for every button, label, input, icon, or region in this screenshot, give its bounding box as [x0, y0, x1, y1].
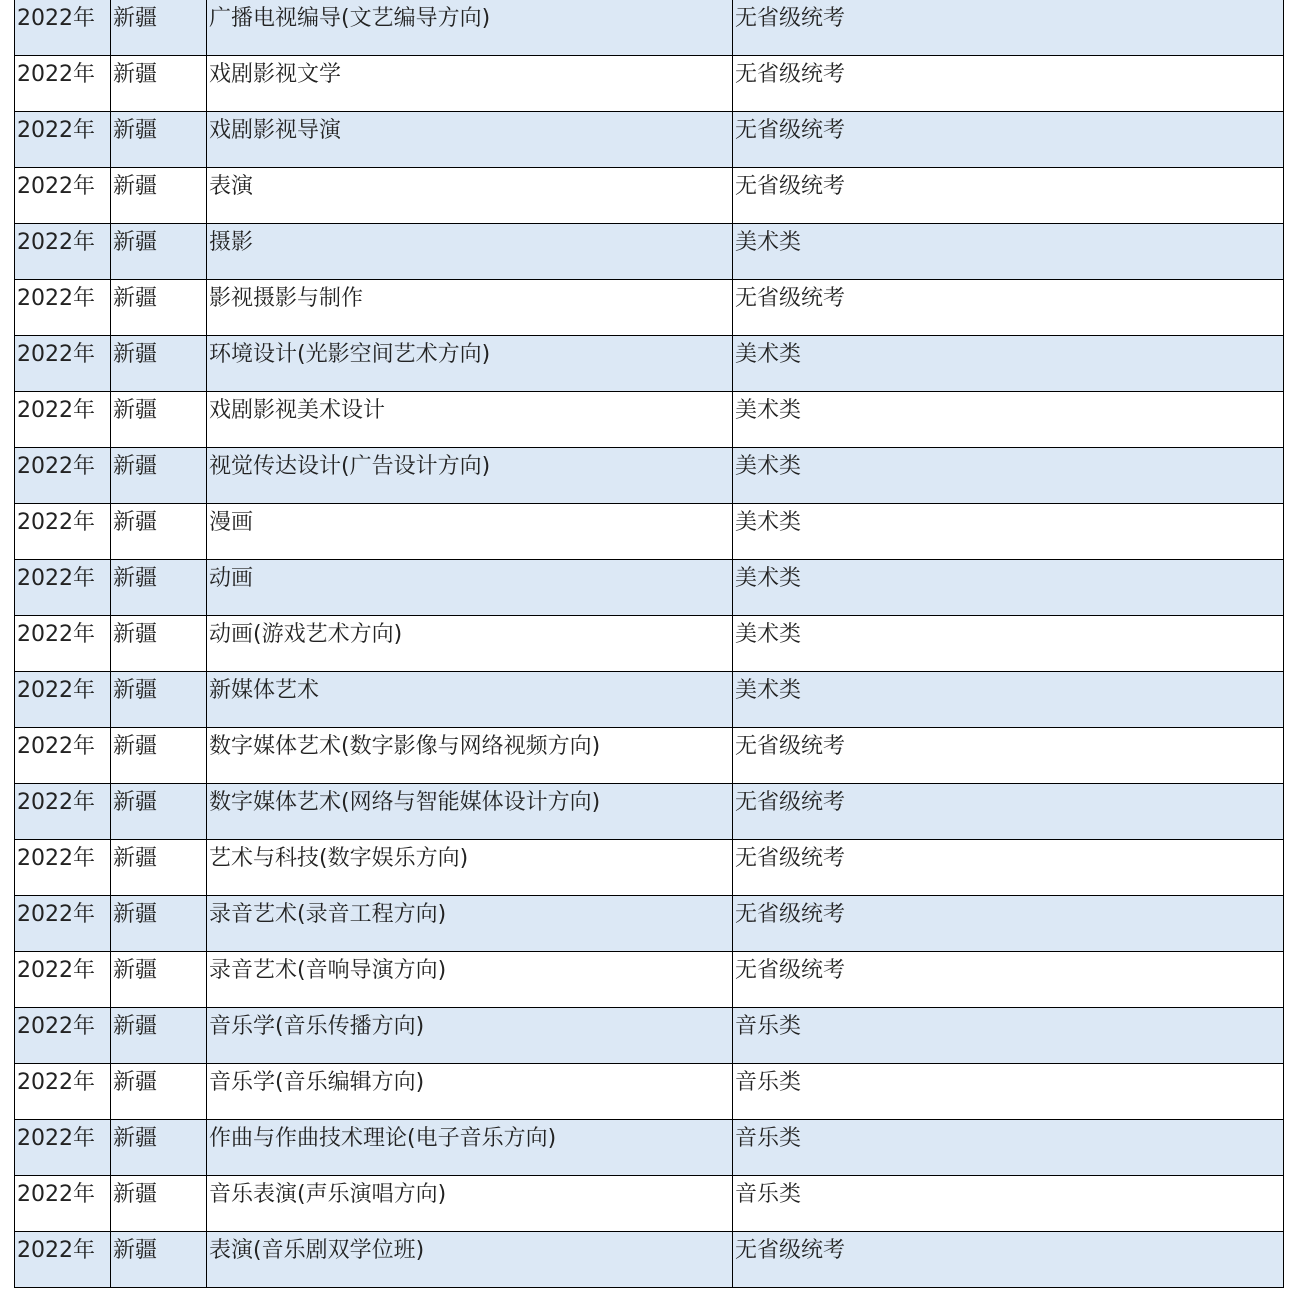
major-cell-text: 音乐学(音乐编辑方向): [209, 1070, 425, 1095]
major-cell-text: 戏剧影视导演: [209, 118, 342, 143]
province-cell-text: 新疆: [113, 62, 158, 87]
category-cell: [733, 1008, 1284, 1064]
year-cell-text: 2022年: [17, 1014, 95, 1039]
major-cell: [207, 112, 733, 168]
category-cell-text: 音乐类: [735, 1070, 802, 1095]
year-cell-text: 2022年: [17, 62, 95, 87]
province-cell: [111, 560, 207, 616]
province-cell-text: 新疆: [113, 6, 158, 31]
province-cell: [111, 728, 207, 784]
year-cell-text: 2022年: [17, 902, 95, 927]
major-cell: [207, 280, 733, 336]
year-cell-text: 2022年: [17, 678, 95, 703]
major-cell: [207, 168, 733, 224]
major-cell-text: 录音艺术(录音工程方向): [209, 902, 447, 927]
category-cell-text: 无省级统考: [735, 6, 846, 31]
province-cell-text: 新疆: [113, 958, 158, 983]
table-row: [15, 336, 1284, 392]
year-cell-text: 2022年: [17, 1070, 95, 1095]
major-cell-text: 动画(游戏艺术方向): [209, 622, 403, 647]
year-cell: [15, 168, 111, 224]
category-cell: [733, 1120, 1284, 1176]
category-cell: [733, 952, 1284, 1008]
major-cell-text: 环境设计(光影空间艺术方向): [209, 342, 491, 367]
province-cell-text: 新疆: [113, 174, 158, 199]
major-cell: [207, 952, 733, 1008]
category-cell: [733, 392, 1284, 448]
province-cell: [111, 1120, 207, 1176]
major-cell: [207, 1064, 733, 1120]
category-cell: [733, 0, 1284, 56]
major-cell: [207, 224, 733, 280]
year-cell: [15, 728, 111, 784]
year-cell: [15, 336, 111, 392]
category-cell: [733, 56, 1284, 112]
category-cell-text: 音乐类: [735, 1014, 802, 1039]
major-cell-text: 表演: [209, 174, 254, 199]
category-cell-text: 无省级统考: [735, 118, 846, 143]
province-cell-text: 新疆: [113, 566, 158, 591]
year-cell: [15, 672, 111, 728]
province-cell-text: 新疆: [113, 1182, 158, 1207]
year-cell: [15, 1120, 111, 1176]
table-row: [15, 1232, 1284, 1288]
category-cell-text: 无省级统考: [735, 1238, 846, 1263]
category-cell-text: 无省级统考: [735, 902, 846, 927]
province-cell-text: 新疆: [113, 734, 158, 759]
province-cell-text: 新疆: [113, 790, 158, 815]
year-cell-text: 2022年: [17, 6, 95, 31]
province-cell: [111, 504, 207, 560]
year-cell: [15, 0, 111, 56]
province-cell: [111, 672, 207, 728]
year-cell-text: 2022年: [17, 398, 95, 423]
category-cell-text: 美术类: [735, 398, 802, 423]
admission-table: [14, 0, 1284, 1288]
major-cell: [207, 0, 733, 56]
major-cell-text: 数字媒体艺术(网络与智能媒体设计方向): [209, 790, 601, 815]
category-cell-text: 无省级统考: [735, 286, 846, 311]
province-cell-text: 新疆: [113, 902, 158, 927]
major-cell-text: 动画: [209, 566, 254, 591]
major-cell: [207, 336, 733, 392]
province-cell: [111, 112, 207, 168]
year-cell: [15, 616, 111, 672]
major-cell-text: 音乐学(音乐传播方向): [209, 1014, 425, 1039]
major-cell: [207, 840, 733, 896]
year-cell-text: 2022年: [17, 174, 95, 199]
province-cell-text: 新疆: [113, 286, 158, 311]
category-cell: [733, 168, 1284, 224]
category-cell: [733, 504, 1284, 560]
year-cell: [15, 560, 111, 616]
table-row: [15, 784, 1284, 840]
year-cell-text: 2022年: [17, 510, 95, 535]
table-row: [15, 56, 1284, 112]
province-cell: [111, 896, 207, 952]
table-row: [15, 112, 1284, 168]
year-cell-text: 2022年: [17, 286, 95, 311]
major-cell-text: 戏剧影视文学: [209, 62, 342, 87]
major-cell-text: 数字媒体艺术(数字影像与网络视频方向): [209, 734, 601, 759]
major-cell-text: 表演(音乐剧双学位班): [209, 1238, 425, 1263]
category-cell: [733, 448, 1284, 504]
year-cell: [15, 1008, 111, 1064]
province-cell: [111, 56, 207, 112]
year-cell: [15, 448, 111, 504]
year-cell: [15, 840, 111, 896]
category-cell: [733, 1232, 1284, 1288]
year-cell-text: 2022年: [17, 1238, 95, 1263]
category-cell-text: 无省级统考: [735, 958, 846, 983]
year-cell-text: 2022年: [17, 454, 95, 479]
major-cell-text: 漫画: [209, 510, 254, 535]
table-row: [15, 1176, 1284, 1232]
year-cell: [15, 1176, 111, 1232]
province-cell: [111, 1176, 207, 1232]
major-cell-text: 录音艺术(音响导演方向): [209, 958, 447, 983]
province-cell-text: 新疆: [113, 118, 158, 143]
province-cell-text: 新疆: [113, 1126, 158, 1151]
major-cell: [207, 1176, 733, 1232]
year-cell: [15, 504, 111, 560]
year-cell: [15, 280, 111, 336]
province-cell: [111, 1008, 207, 1064]
major-cell-text: 戏剧影视美术设计: [209, 398, 386, 423]
table-row: [15, 392, 1284, 448]
category-cell-text: 无省级统考: [735, 62, 846, 87]
major-cell: [207, 560, 733, 616]
province-cell: [111, 616, 207, 672]
table-row: [15, 1120, 1284, 1176]
year-cell: [15, 784, 111, 840]
major-cell-text: 影视摄影与制作: [209, 286, 364, 311]
category-cell-text: 无省级统考: [735, 734, 846, 759]
table-body: [15, 0, 1284, 1288]
province-cell-text: 新疆: [113, 230, 158, 255]
category-cell-text: 无省级统考: [735, 790, 846, 815]
major-cell-text: 新媒体艺术: [209, 678, 320, 703]
category-cell: [733, 896, 1284, 952]
province-cell-text: 新疆: [113, 678, 158, 703]
table-row: [15, 1008, 1284, 1064]
major-cell: [207, 1232, 733, 1288]
category-cell-text: 美术类: [735, 230, 802, 255]
year-cell-text: 2022年: [17, 790, 95, 815]
category-cell-text: 音乐类: [735, 1126, 802, 1151]
category-cell-text: 无省级统考: [735, 846, 846, 871]
table-row: [15, 560, 1284, 616]
year-cell-text: 2022年: [17, 622, 95, 647]
table-row: [15, 840, 1284, 896]
category-cell: [733, 784, 1284, 840]
major-cell: [207, 896, 733, 952]
table-row: [15, 224, 1284, 280]
category-cell-text: 音乐类: [735, 1182, 802, 1207]
category-cell-text: 美术类: [735, 622, 802, 647]
year-cell-text: 2022年: [17, 1126, 95, 1151]
major-cell: [207, 728, 733, 784]
category-cell: [733, 224, 1284, 280]
province-cell: [111, 0, 207, 56]
province-cell: [111, 448, 207, 504]
major-cell: [207, 1120, 733, 1176]
major-cell-text: 艺术与科技(数字娱乐方向): [209, 846, 469, 871]
category-cell: [733, 728, 1284, 784]
province-cell: [111, 952, 207, 1008]
table-row: [15, 728, 1284, 784]
category-cell: [733, 1064, 1284, 1120]
year-cell: [15, 1064, 111, 1120]
province-cell-text: 新疆: [113, 510, 158, 535]
year-cell-text: 2022年: [17, 958, 95, 983]
year-cell: [15, 952, 111, 1008]
category-cell-text: 美术类: [735, 454, 802, 479]
category-cell-text: 美术类: [735, 342, 802, 367]
major-cell: [207, 392, 733, 448]
year-cell-text: 2022年: [17, 118, 95, 143]
year-cell-text: 2022年: [17, 846, 95, 871]
province-cell-text: 新疆: [113, 454, 158, 479]
province-cell-text: 新疆: [113, 1070, 158, 1095]
category-cell-text: 美术类: [735, 678, 802, 703]
major-cell-text: 音乐表演(声乐演唱方向): [209, 1182, 447, 1207]
province-cell-text: 新疆: [113, 846, 158, 871]
table-row: [15, 504, 1284, 560]
admission-table-container: [14, 0, 1283, 1288]
province-cell: [111, 1064, 207, 1120]
year-cell-text: 2022年: [17, 230, 95, 255]
major-cell: [207, 504, 733, 560]
province-cell-text: 新疆: [113, 398, 158, 423]
year-cell: [15, 56, 111, 112]
table-row: [15, 0, 1284, 56]
major-cell-text: 广播电视编导(文艺编导方向): [209, 6, 491, 31]
year-cell-text: 2022年: [17, 566, 95, 591]
table-row: [15, 168, 1284, 224]
province-cell: [111, 1232, 207, 1288]
table-row: [15, 672, 1284, 728]
table-row: [15, 952, 1284, 1008]
category-cell: [733, 560, 1284, 616]
year-cell-text: 2022年: [17, 1182, 95, 1207]
major-cell: [207, 672, 733, 728]
province-cell: [111, 840, 207, 896]
category-cell: [733, 336, 1284, 392]
province-cell-text: 新疆: [113, 622, 158, 647]
category-cell: [733, 672, 1284, 728]
province-cell: [111, 224, 207, 280]
category-cell: [733, 112, 1284, 168]
year-cell: [15, 224, 111, 280]
province-cell: [111, 168, 207, 224]
table-row: [15, 1064, 1284, 1120]
major-cell: [207, 1008, 733, 1064]
province-cell: [111, 784, 207, 840]
category-cell: [733, 1176, 1284, 1232]
category-cell-text: 无省级统考: [735, 174, 846, 199]
year-cell-text: 2022年: [17, 342, 95, 367]
province-cell-text: 新疆: [113, 1014, 158, 1039]
category-cell: [733, 840, 1284, 896]
major-cell-text: 视觉传达设计(广告设计方向): [209, 454, 491, 479]
table-row: [15, 448, 1284, 504]
category-cell: [733, 280, 1284, 336]
year-cell: [15, 392, 111, 448]
category-cell-text: 美术类: [735, 510, 802, 535]
province-cell: [111, 280, 207, 336]
province-cell-text: 新疆: [113, 342, 158, 367]
table-row: [15, 280, 1284, 336]
table-row: [15, 616, 1284, 672]
province-cell-text: 新疆: [113, 1238, 158, 1263]
major-cell: [207, 784, 733, 840]
category-cell: [733, 616, 1284, 672]
province-cell: [111, 392, 207, 448]
table-row: [15, 896, 1284, 952]
year-cell: [15, 896, 111, 952]
year-cell: [15, 112, 111, 168]
major-cell-text: 作曲与作曲技术理论(电子音乐方向): [209, 1126, 557, 1151]
major-cell: [207, 616, 733, 672]
major-cell: [207, 56, 733, 112]
major-cell-text: 摄影: [209, 230, 254, 255]
category-cell-text: 美术类: [735, 566, 802, 591]
major-cell: [207, 448, 733, 504]
province-cell: [111, 336, 207, 392]
year-cell-text: 2022年: [17, 734, 95, 759]
year-cell: [15, 1232, 111, 1288]
